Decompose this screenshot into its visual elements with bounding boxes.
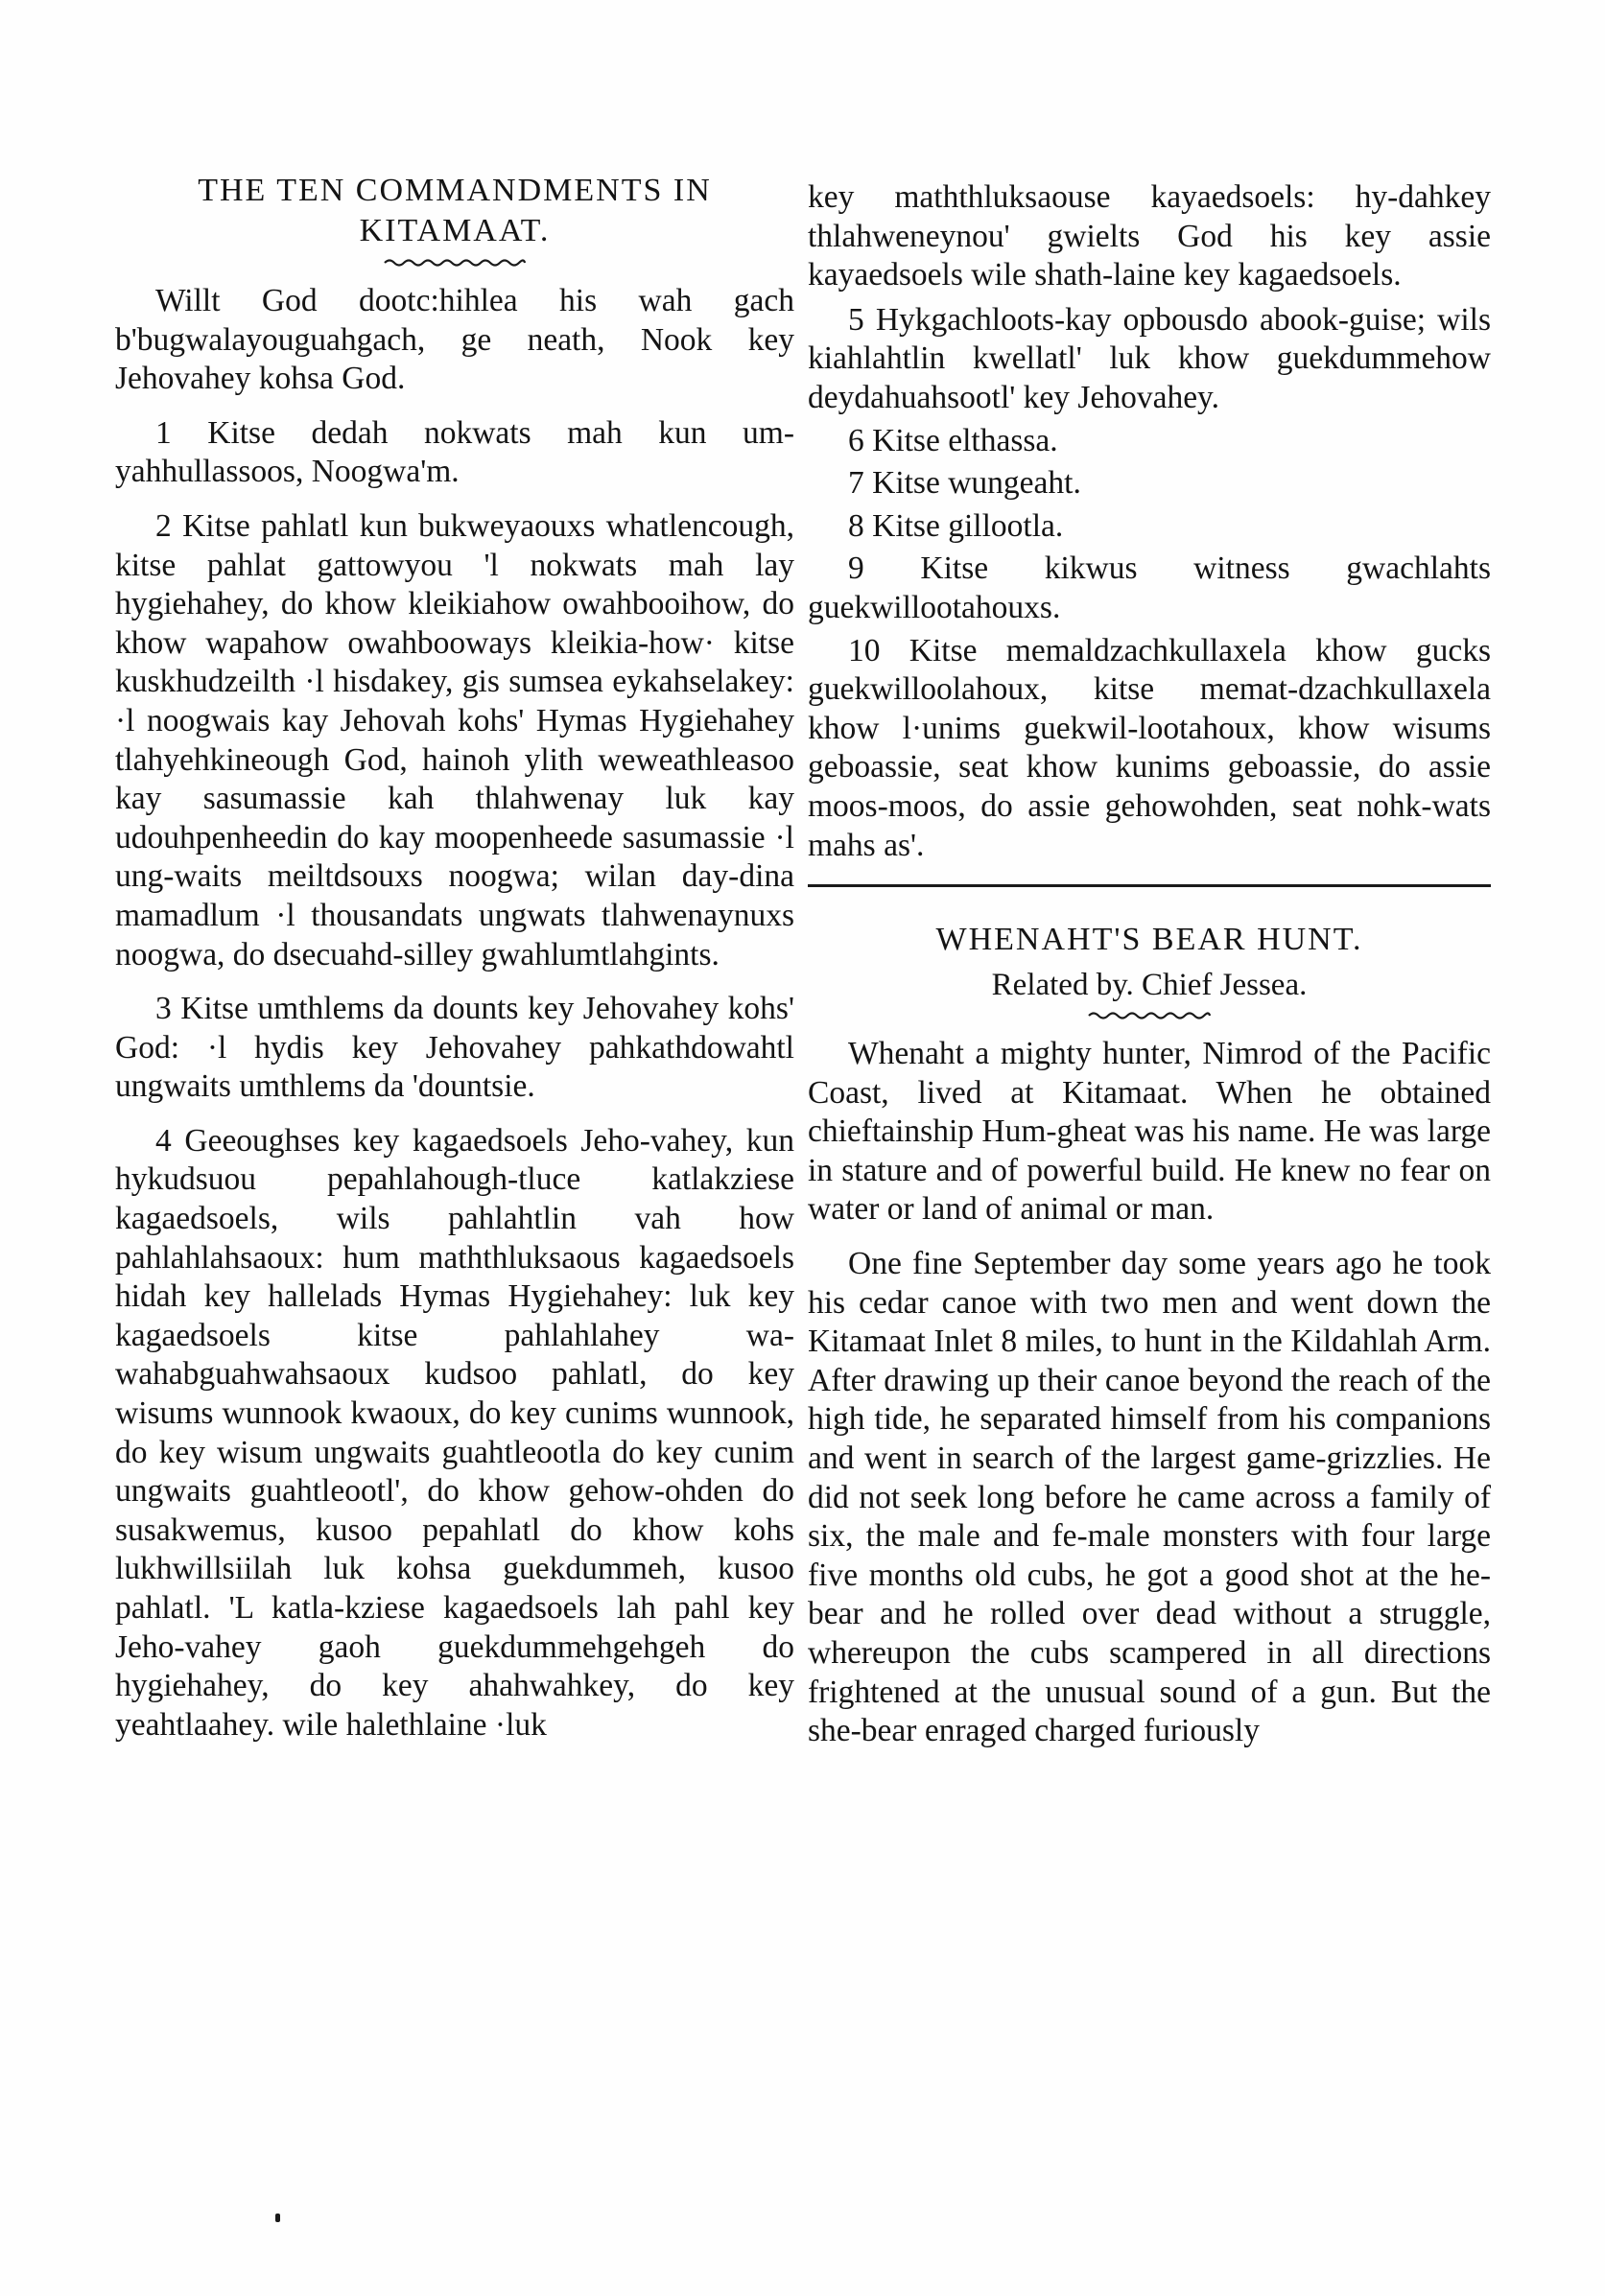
commandments-intro: Willt God dootc:hihlea his wah gach b'bugwalayouguahgach, ge neath, Nook key Jehovahey kohsa God.	[115, 283, 794, 397]
story-paragraph-2: One fine September day some years ago he took his cedar canoe with two men and went down the Kitamaat Inlet 8 miles, to hunt in the Kildahlah Arm. After drawing up their canoe beyond the reach of the high tide, he separated himself from his companions and went in search of the largest game-grizzlies. He did not seek long before he came across a family of six, the male and fe-male monsters with four large five months old cubs, he got a good shot at the he-bear and he rolled over dead without a struggle, whereupon the cubs scampered in all directions frightened at the unusual sound of a gun. But the she-bear enraged charged furiously	[808, 1246, 1491, 1749]
ink-speck	[275, 2214, 280, 2222]
story-paragraph-1: Whenaht a mighty hunter, Nimrod of the Pacific Coast, lived at Kitamaat. When he obtained chieftainship Hum-gheat was his name. He was large in stature and of powerful build. He knew no fear on water or land of animal or man.	[808, 1036, 1491, 1228]
commandments-title-line-1: THE TEN COMMANDMENTS IN	[198, 173, 712, 208]
commandment-5: 5 Hykgachloots-kay opbousdo abook-guise; wils kiahlahtlin kwellatl' luk khow guekdummehow deydahuahsootl' key Jehovahey.	[808, 301, 1491, 415]
commandment-3: 3 Kitse umthlems da dounts key Jehovahey kohs' God: ·l hydis key Jehovahey pahkathdowahtl ungwaits umthlems da 'dountsie.	[115, 991, 794, 1105]
commandments-title-line-2: KITAMAAT.	[359, 213, 551, 248]
story-title: WHENAHT'S BEAR HUNT.	[935, 922, 1363, 958]
commandment-1: 1 Kitse dedah nokwats mah kun um-yahhullassoos, Noogwa'm.	[115, 414, 794, 490]
story-byline: Related by. Chief Jessea.	[991, 968, 1308, 1003]
ornament-squiggle-icon	[1087, 1010, 1212, 1021]
left-column	[115, 171, 794, 1760]
commandment-4: 4 Geeoughses key kagaedsoels Jeho-vahey, kun hykudsuou pepahlahough-tluce katlakziese kagaedsoels, wils pahlahtlin vah how pahlahlahsaoux: hum maththluksaous kagaedsoels hidah key hallelads Hymas Hygiehahey: luk key kagaedsoels kitse pahlahlahey wa-wahabguahwahsaoux kudsoo pahlatl, do key wisums wunnook kwaoux, do key cunims wunnook, do key wisum ungwaits guahtleootla do key cunim ungwaits guahtleootl', do khow gehow-ohden do susakwemus, kusoo pepahlatl do khow kohs lukhwillsiilah luk kohsa guekdummeh, kusoo pahlatl. 'L katla-kziese kagaedsoels lah pahl key Jeho-vahey gaoh guekdummehgehgeh do hygiehahey, do key ahahwahkey, do key yeahtlaahey. wile halethlaine ·luk	[115, 1122, 794, 1743]
section-divider	[808, 884, 1491, 887]
commandment-2: 2 Kitse pahlatl kun bukweyaouxs whatlencough, kitse pahlat gattowyou 'l nokwats mah lay hygiehahey, do khow kleikiahow owahbooihow, do khow wapahow owahbooways kleikia-how· kitse kuskhudzeilth ·l hisdakey, gis sumsea eykahselakey: ·l noogwais kay Jehovah kohs' Hymas Hygiehahey tlahyehkineough God, hainoh ylith weweathleasoo kay sasumassie kah thlahwenay luk kay udouhpenheedin do kay moopenheede sasumassie ·l ung-waits meiltdsouxs noogwa; wilan day-dina mamadlum ·l thousandats ungwats tlahwenaynuxs noogwa, do dsecuahd-silley gwahlumtlahgints.	[115, 507, 794, 972]
commandment-8: 8 Kitse gillootla.	[848, 507, 1064, 544]
right-column	[808, 178, 1491, 1767]
commandment-4-continued: key maththluksaouse kayaedsoels: hy-dahkey thlahweneynou' gwielts God his key assie kayaedsoels wile shath-laine key kagaedsoels.	[808, 179, 1491, 293]
commandment-7: 7 Kitse wungeaht.	[848, 465, 1081, 502]
commandment-10: 10 Kitse memaldzachkullaxela khow gucks guekwilloolahoux, kitse memat-dzachkullaxela khow l·unims guekwil-lootahoux, khow wisums geboassie, seat khow kunims geboassie, do assie moos-moos, do assie gehowohden, seat nohk-wats mahs as'.	[808, 632, 1491, 863]
commandment-6: 6 Kitse elthassa.	[848, 422, 1058, 458]
ornament-squiggle-icon	[383, 257, 527, 269]
commandment-9: 9 Kitse kikwus witness gwachlahts guekwillootahouxs.	[808, 551, 1491, 625]
